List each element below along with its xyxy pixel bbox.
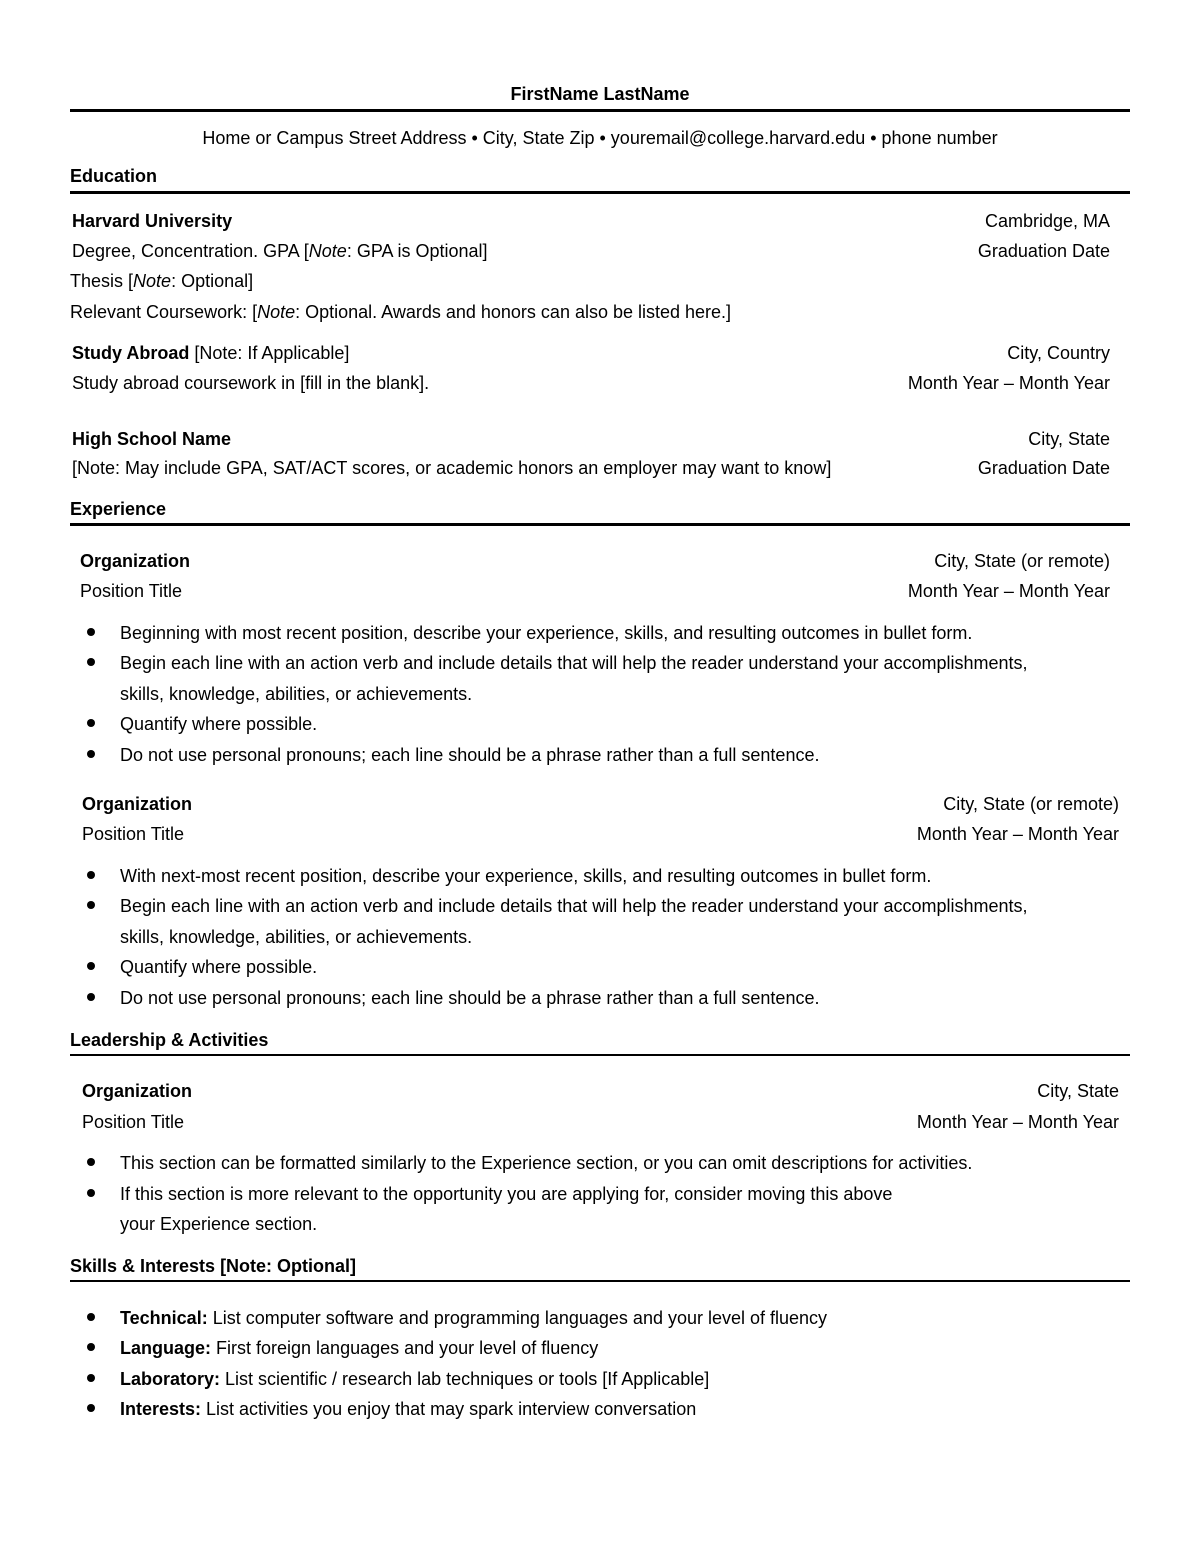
resume-name: FirstName LastName <box>510 84 690 104</box>
graduation-date: Graduation Date <box>977 241 1110 261</box>
bullet-icon <box>87 901 95 909</box>
experience-org: Organization <box>80 551 191 571</box>
experience-bullet-continuation: skills, knowledge, abilities, or achievements. <box>120 684 473 704</box>
experience-bullet: Begin each line with an action verb and include details that will help the reader understand your accomplishments, <box>120 653 1028 673</box>
bullet-icon <box>87 1404 95 1412</box>
high-school-detail: [Note: May include GPA, SAT/ACT scores, or academic honors an employer may want to know] <box>72 458 832 478</box>
experience-title: Position Title <box>80 581 183 601</box>
high-school-location: City, State <box>1028 429 1110 449</box>
contact-line: Home or Campus Street Address • City, State Zip • youremail@college.harvard.edu • phone number <box>202 128 998 148</box>
coursework-line: Relevant Coursework: [Note: Optional. Awards and honors can also be listed here.] <box>70 302 732 322</box>
leadership-rule <box>70 1054 1130 1056</box>
bullet-icon <box>87 628 95 636</box>
bullet-icon <box>87 1158 95 1166</box>
skills-rule <box>70 1280 1130 1282</box>
experience-bullet: Do not use personal pronouns; each line should be a phrase rather than a full sentence. <box>120 988 820 1008</box>
bullet-icon <box>87 719 95 727</box>
skills-item-laboratory: Laboratory: List scientific / research lab techniques or tools [If Applicable] <box>120 1369 710 1389</box>
bullet-icon <box>87 658 95 666</box>
university-location: Cambridge, MA <box>984 211 1110 231</box>
experience-rule <box>70 523 1130 526</box>
leadership-bullet-continuation: your Experience section. <box>120 1214 318 1234</box>
experience-date: Month Year – Month Year <box>907 581 1110 601</box>
experience-bullet: Quantify where possible. <box>120 714 318 734</box>
bullet-icon <box>87 962 95 970</box>
experience-bullet: Do not use personal pronouns; each line should be a phrase rather than a full sentence. <box>120 745 820 765</box>
education-heading: Education <box>70 166 158 186</box>
header-rule <box>70 109 1130 112</box>
university-name: Harvard University <box>72 211 233 231</box>
experience-bullet: With next-most recent position, describe your experience, skills, and resulting outcomes in bullet form. <box>120 866 932 886</box>
degree-line: Degree, Concentration. GPA [Note: GPA is Optional] <box>72 241 488 261</box>
skills-item-language: Language: First foreign languages and your level of fluency <box>120 1338 599 1358</box>
experience-date: Month Year – Month Year <box>916 824 1119 844</box>
skills-heading: Skills & Interests [Note: Optional] <box>70 1256 357 1276</box>
bullet-icon <box>87 1313 95 1321</box>
study-abroad-date: Month Year – Month Year <box>907 373 1110 393</box>
study-abroad-location: City, Country <box>1007 343 1110 363</box>
bullet-icon <box>87 750 95 758</box>
leadership-location: City, State <box>1037 1081 1119 1101</box>
high-school-date: Graduation Date <box>977 458 1110 478</box>
experience-bullet: Begin each line with an action verb and include details that will help the reader understand your accomplishments, <box>120 896 1028 916</box>
leadership-heading: Leadership & Activities <box>70 1030 269 1050</box>
leadership-org: Organization <box>82 1081 193 1101</box>
experience-location: City, State (or remote) <box>934 551 1110 571</box>
bullet-icon <box>87 871 95 879</box>
experience-bullet: Quantify where possible. <box>120 957 318 977</box>
bullet-icon <box>87 1189 95 1197</box>
experience-location: City, State (or remote) <box>943 794 1119 814</box>
bullet-icon <box>87 1343 95 1351</box>
experience-heading: Experience <box>70 499 167 519</box>
high-school-name: High School Name <box>72 429 232 449</box>
experience-title: Position Title <box>82 824 185 844</box>
experience-org: Organization <box>82 794 193 814</box>
skills-item-technical: Technical: List computer software and programming languages and your level of fluency <box>120 1308 828 1328</box>
study-abroad-line: Study Abroad [Note: If Applicable] <box>72 343 350 363</box>
study-abroad-detail: Study abroad coursework in [fill in the blank]. <box>72 373 430 393</box>
experience-bullet: Beginning with most recent position, describe your experience, skills, and resulting outcomes in bullet form. <box>120 623 973 643</box>
thesis-line: Thesis [Note: Optional] <box>70 271 254 291</box>
skills-item-interests: Interests: List activities you enjoy that may spark interview conversation <box>120 1399 697 1419</box>
bullet-icon <box>87 993 95 1001</box>
leadership-bullet: This section can be formatted similarly to the Experience section, or you can omit descriptions for activities. <box>120 1153 973 1173</box>
education-rule <box>70 191 1130 194</box>
experience-bullet-continuation: skills, knowledge, abilities, or achievements. <box>120 927 473 947</box>
bullet-icon <box>87 1374 95 1382</box>
leadership-title: Position Title <box>82 1112 185 1132</box>
leadership-bullet: If this section is more relevant to the opportunity you are applying for, consider moving this above <box>120 1184 893 1204</box>
leadership-date: Month Year – Month Year <box>916 1112 1119 1132</box>
